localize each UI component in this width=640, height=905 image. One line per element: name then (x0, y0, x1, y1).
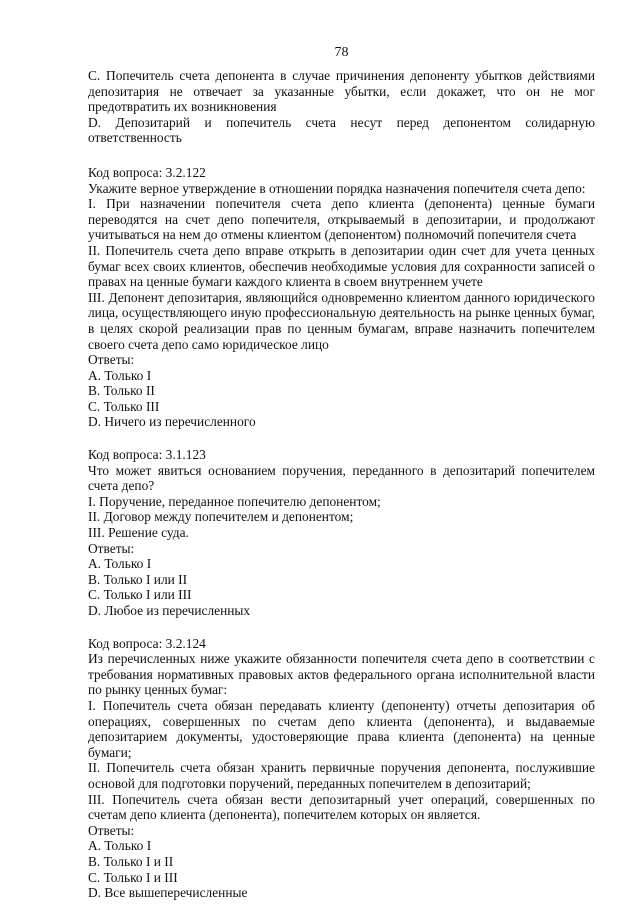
statement: III. Попечитель счета обязан вести депозитарный учет операций, совершенных по счетам депо клиента (депонента), попечителем которых он является. (88, 791, 595, 823)
answer-option: B. Только II (88, 383, 155, 399)
statement: I. Попечитель счета обязан передавать клиенту (депоненту) отчеты депозитария об операциях, совершенных по счетам депо клиента (депонента), и выдаваемые депозитарием документы, удостоверяющие права клиента (депонента) на ценные бумаги; (88, 697, 595, 760)
question-code: Код вопроса: 3.2.124 (88, 635, 206, 651)
question-prompt: Из перечисленных ниже укажите обязанности попечителя счета депо в соответствии с требования нормативных правовых актов федерального органа исполнительной власти по рынку ценных бумаг: (88, 651, 595, 698)
statement: I. При назначении попечителя счета депо клиента (депонента) ценные бумаги переводятся на счет депо попечителя, открываемый в депозитарии, и продолжают учитываться на нем до отмены клиентом (депонентом) полномочий попечителя счета (88, 196, 595, 243)
answer-option: C. Только III (88, 398, 160, 414)
answer-option: D. Ничего из перечисленного (88, 414, 256, 430)
answers-label: Ответы: (88, 540, 135, 556)
answer-option: C. Только I и III (88, 869, 178, 885)
answer-option: B. Только I или II (88, 571, 188, 587)
page-number: 78 (334, 45, 349, 60)
question-3-2-124 (88, 636, 595, 901)
answer-option: A. Только I (88, 367, 152, 383)
page-content (88, 68, 595, 901)
question-3-2-122 (88, 165, 595, 430)
statement: II. Договор между попечителем и депонентом; (88, 509, 354, 525)
answer-option: B. Только I и II (88, 853, 174, 869)
question-prompt: Что может явиться основанием поручения, переданного в депозитарий попечителем счета депо? (88, 462, 595, 494)
question-code: Код вопроса: 3.2.122 (88, 164, 206, 180)
answer-option: D. Все вышеперечисленные (88, 885, 248, 901)
question-code: Код вопроса: 3.1.123 (88, 447, 206, 463)
previous-question-tail (88, 68, 595, 146)
question-prompt: Укажите верное утверждение в отношении порядка назначения попечителя счета депо: (88, 180, 586, 196)
answer-option: C. Только I или III (88, 587, 192, 603)
statement: I. Поручение, переданное попечителю депонентом; (88, 493, 381, 509)
answers-label: Ответы: (88, 352, 135, 368)
statement: II. Попечитель счета депо вправе открыть в депозитарии один счет для учета ценных бумаг всех своих клиентов, обеспечив необходимые условия для сохранности записей о правах на ценные бумаги каждого клиента в своем внутреннем учете (88, 242, 595, 290)
option-d: D. Депозитарий и попечитель счета несут перед депонентом солидарную ответственность (88, 114, 595, 146)
answer-option: A. Только I (88, 838, 152, 854)
statement: III. Решение суда. (88, 525, 189, 541)
answer-option: D. Любое из перечисленных (88, 603, 251, 618)
statement: III. Депонент депозитария, являющийся одновременно клиентом данного юридического лица, осуществляющего иную профессиональную деятельность на рынке ценных бумаг, в целях скорой реализации прав по ценным бумагам, вправе назначить попечителем своего счета депо само юридическое лицо (88, 289, 595, 352)
answers-label: Ответы: (88, 822, 135, 838)
statement: II. Попечитель счета обязан хранить первичные поручения депонента, послужившие основой для подготовки поручений, переданных попечителем в депозитарий; (88, 760, 595, 791)
question-3-1-123 (88, 447, 595, 619)
answer-option: A. Только I (88, 556, 152, 572)
option-c: C. Попечитель счета депонента в случае причинения депоненту убытков действиями депозитария не отвечает за указанные убытки, если докажет, что он не мог предотвратить их возникновения (88, 68, 595, 115)
